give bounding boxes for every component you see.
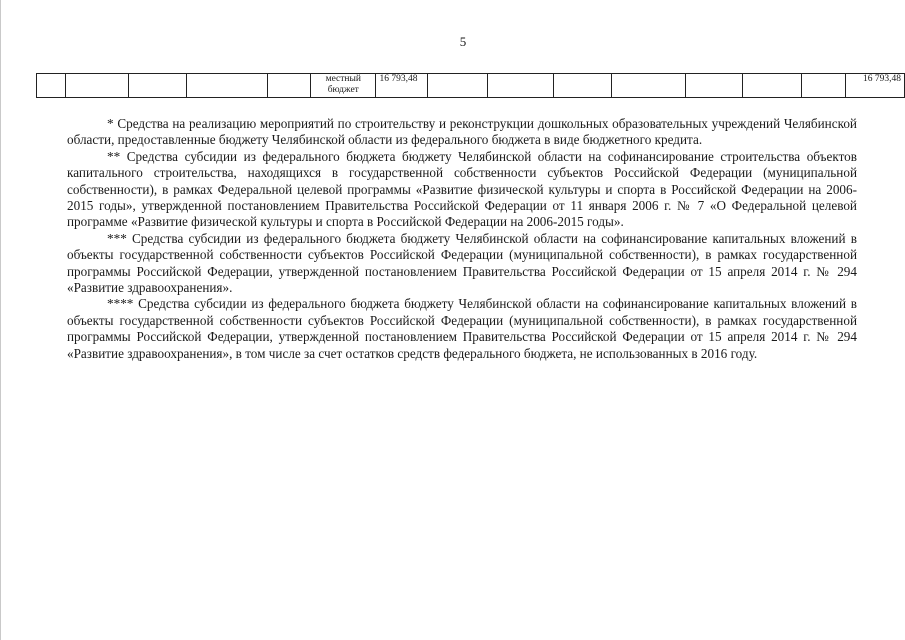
total-amount-cell: 16 793,48 xyxy=(845,74,904,98)
amount-cell: 16 793,48 xyxy=(376,74,428,98)
footnote-4: **** Средства субсидии из федерального бюджета бюджету Челябинской области на софинансирование капитальных вложений в объекты государственной собственности субъектов Российской Федерации (муниципальной собственности), в рамках государственной программы Российской Федерации, утвержденной постановлением Правительства Российской Федерации от 15 апреля 2014 г. № 294 «Развитие здравоохранения», в том числе за счет остатков средств федерального бюджета, не использованных в 2016 году. xyxy=(67,296,857,361)
table-cell xyxy=(128,74,186,98)
budget-table-row xyxy=(36,73,905,98)
footnotes xyxy=(67,116,857,362)
footnote-3: *** Средства субсидии из федерального бюджета бюджету Челябинской области на софинансирование капитальных вложений в объекты государственной собственности субъектов Российской Федерации (муниципальной собственности), в рамках государственной программы Российской Федерации, утвержденной постановлением Правительства Российской Федерации от 15 апреля 2014 г. № 294 «Развитие здравоохранения». xyxy=(67,230,857,296)
table-cell xyxy=(554,74,612,98)
table-cell xyxy=(427,74,487,98)
table-cell xyxy=(488,74,554,98)
footnote-2: ** Средства субсидии из федерального бюджета бюджету Челябинской области на софинансирование строительства объектов капитального строительства, находящихся в государственной собственности субъектов Российской Федерации (муниципальной собственности), в рамках Федеральной целевой программы «Развитие физической культуры и спорта в Российской Федерации на 2006-2015 годы», утвержденной постановлением Правительства Российской Федерации от 11 января 2006 г. № 7 «О Федеральной целевой программе «Развитие физической культуры и спорта в Российской Федерации на 2006-2015 годы». xyxy=(67,148,857,230)
table-cell xyxy=(612,74,685,98)
footnote-1: * Средства на реализацию мероприятий по строительству и реконструкции дошкольных образовательных учреждений Челябинской области, предоставленные бюджету Челябинской области из федерального бюджета в виде бюджетного кредита. xyxy=(67,116,857,148)
table-cell xyxy=(37,74,66,98)
table-cell xyxy=(743,74,801,98)
table-cell xyxy=(66,74,128,98)
budget-source-cell: местный бюджет xyxy=(311,74,376,98)
table-cell xyxy=(801,74,845,98)
page-number: 5 xyxy=(459,34,467,49)
table-cell xyxy=(685,74,742,98)
table-cell xyxy=(267,74,310,98)
table-cell xyxy=(186,74,267,98)
